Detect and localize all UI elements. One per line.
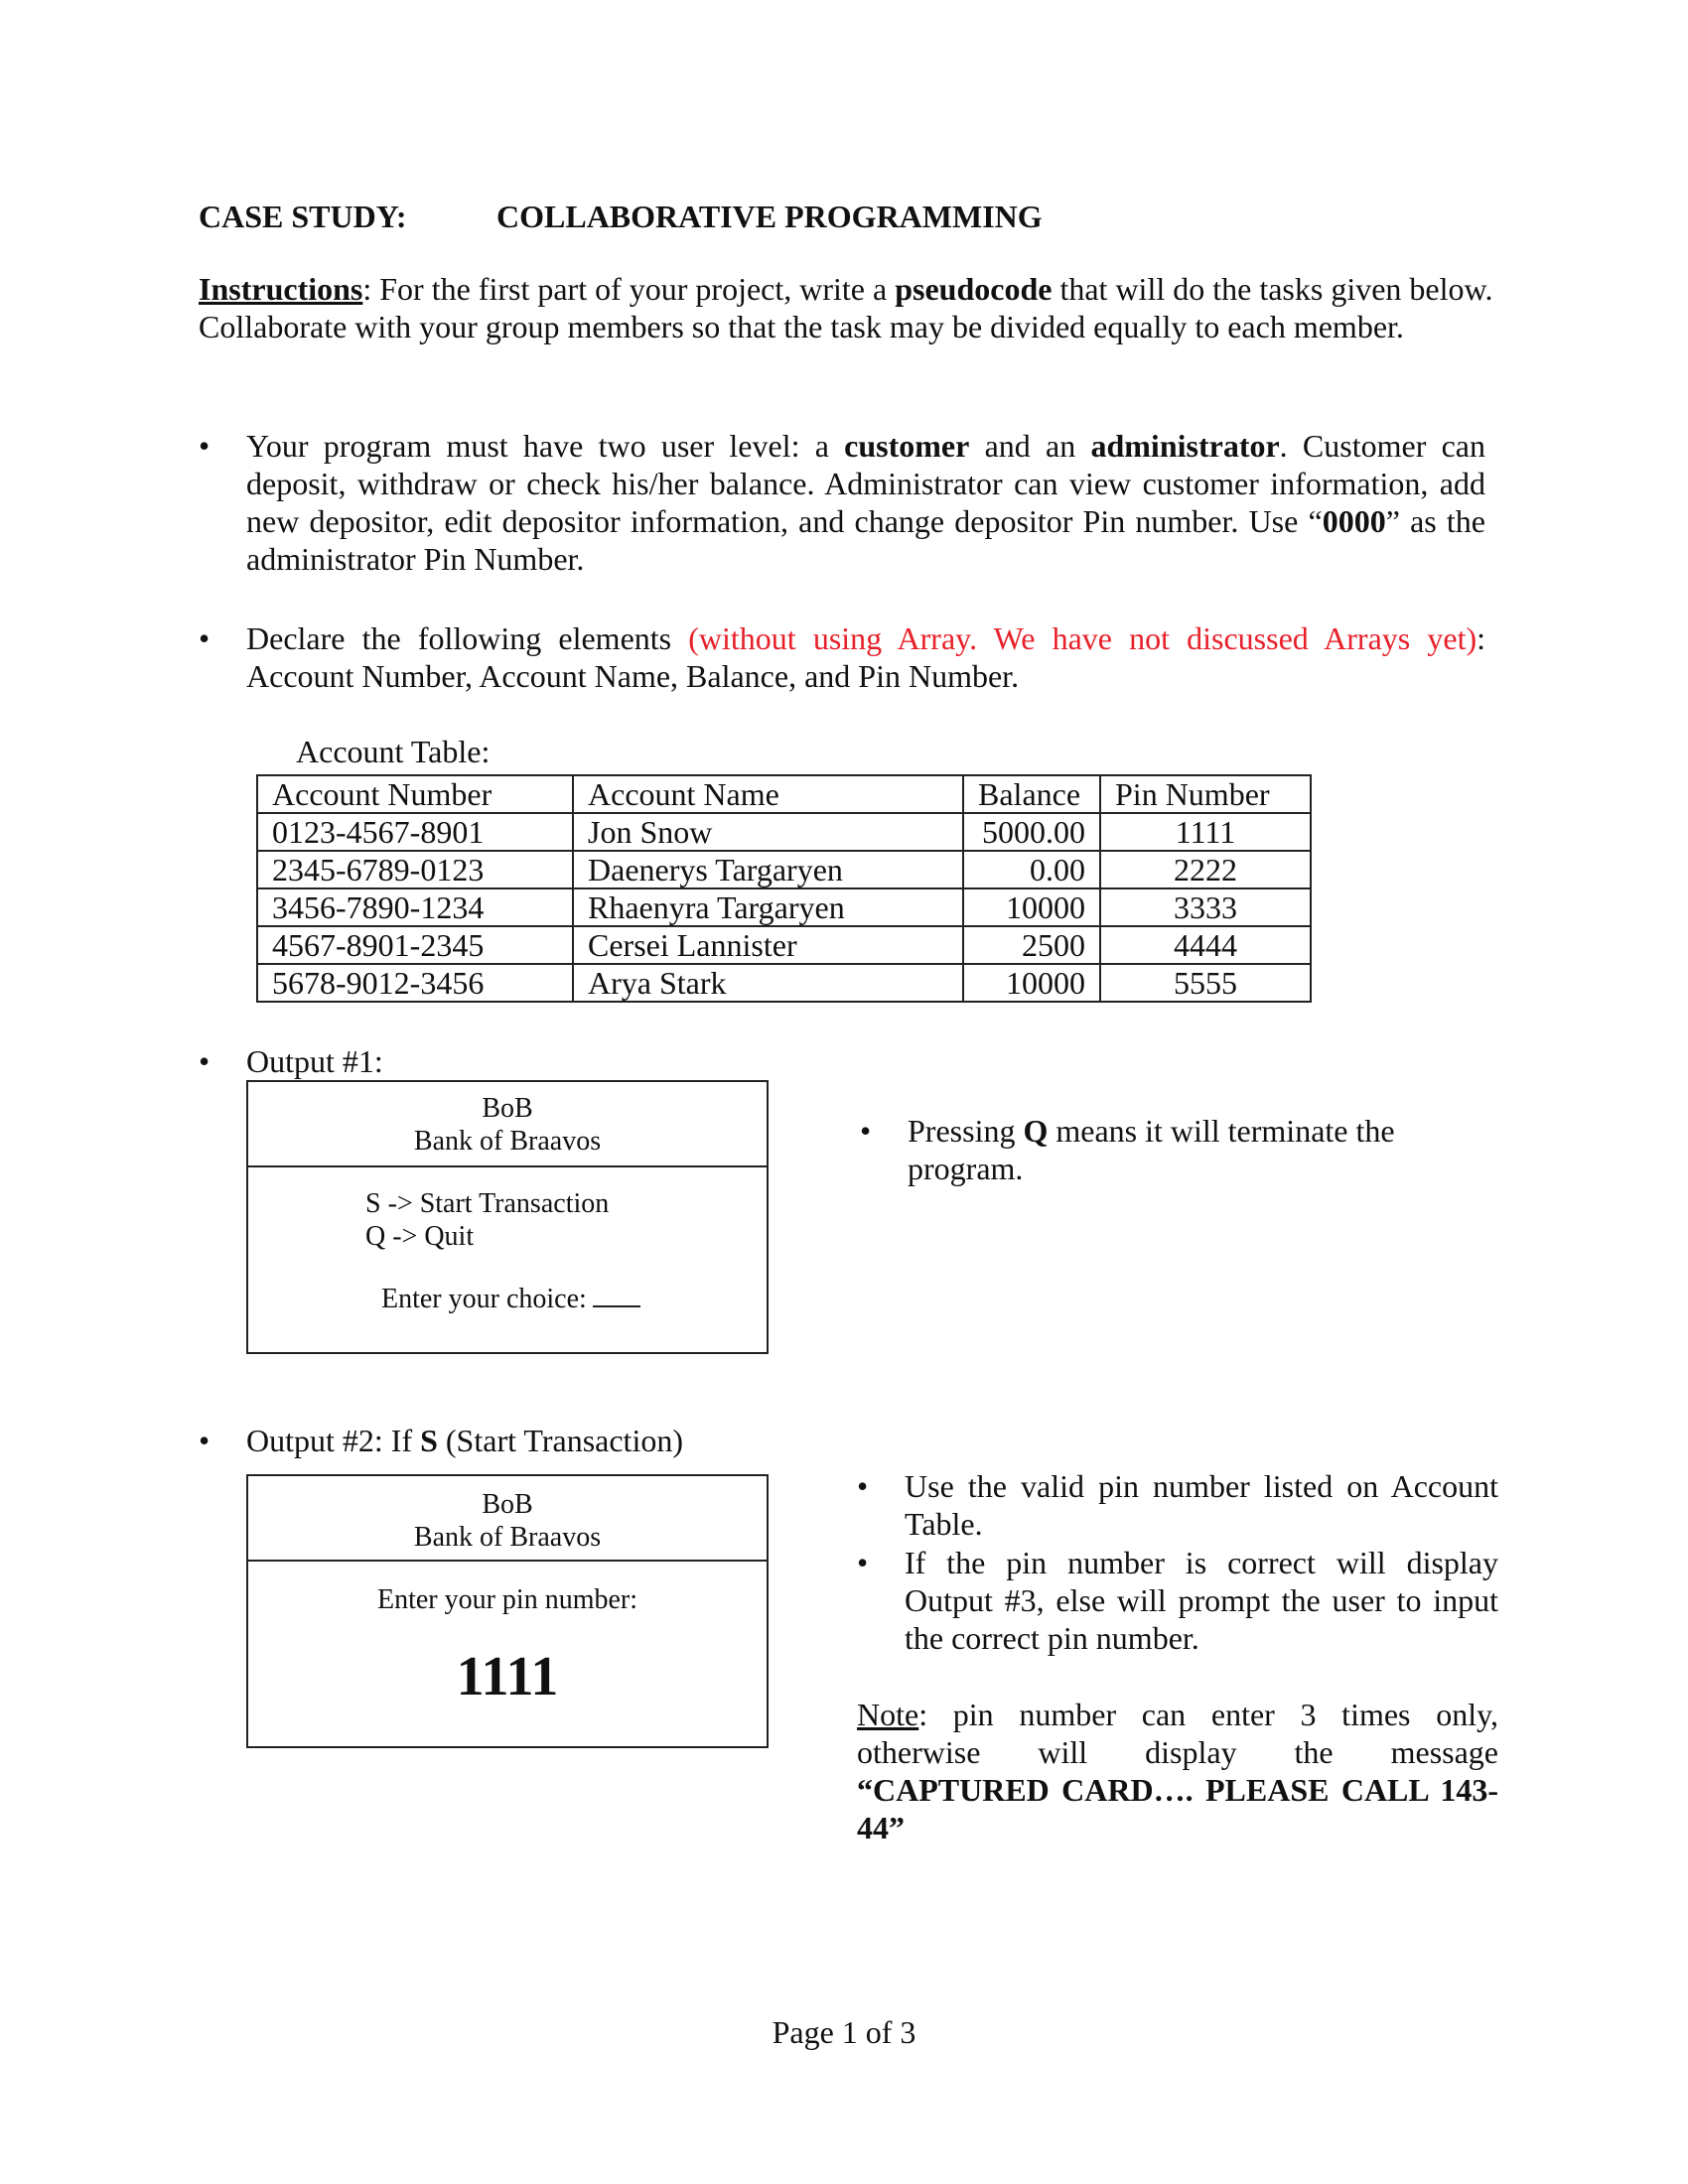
output1-screen bbox=[246, 1080, 769, 1354]
bullet-icon: • bbox=[199, 620, 211, 656]
account-name-cell: Cersei Lannister bbox=[573, 926, 963, 964]
declare-text-2: : Account Number, Account Name, Balance, and Pin Number. bbox=[246, 620, 1486, 694]
column-header: Balance bbox=[963, 775, 1100, 813]
pin-cell: 1111 bbox=[1100, 813, 1311, 851]
customer-keyword: customer bbox=[844, 428, 970, 464]
balance-cell: 5000.00 bbox=[963, 813, 1100, 851]
pin-cell: 2222 bbox=[1100, 851, 1311, 888]
account-number-cell: 2345-6789-0123 bbox=[257, 851, 573, 888]
pin-cell: 3333 bbox=[1100, 888, 1311, 926]
table-row bbox=[257, 851, 1311, 888]
instructions-text-cont: that will do the tasks given below. Collaborate with your group members so that the task may be divided equally to each member. bbox=[199, 271, 1493, 344]
quit-note bbox=[908, 1112, 1404, 1187]
table-row bbox=[257, 926, 1311, 964]
column-header: Account Name bbox=[573, 775, 963, 813]
output2-label-text-2: (Start Transaction) bbox=[437, 1423, 683, 1458]
account-number-cell: 5678-9012-3456 bbox=[257, 964, 573, 1002]
admin-pin: 0000 bbox=[1322, 503, 1386, 539]
table-row bbox=[257, 888, 1311, 926]
administrator-keyword: administrator bbox=[1090, 428, 1280, 464]
user-levels-text-3: . Customer can deposit, withdraw or check his/her balance. Administrator can view customer information, add new depositor, edit depositor information, and change depositor Pin number. Use “ bbox=[246, 428, 1486, 539]
pin-cell: 5555 bbox=[1100, 964, 1311, 1002]
pin-entry-value: 1111 bbox=[456, 1646, 559, 1707]
instructions-text: : For the first part of your project, write a bbox=[362, 271, 896, 307]
case-study-label: CASE STUDY: bbox=[199, 199, 407, 234]
account-number-cell: 0123-4567-8901 bbox=[257, 813, 573, 851]
page-number: Page 1 of 3 bbox=[772, 2014, 916, 2050]
output2-screen bbox=[246, 1474, 769, 1748]
account-name-cell: Jon Snow bbox=[573, 813, 963, 851]
captured-card-message: “CAPTURED CARD…. PLEASE CALL 143-44” bbox=[857, 1772, 1498, 1845]
bullet-icon: • bbox=[199, 1423, 211, 1458]
pin-note-1: Use the valid pin number listed on Account Table. bbox=[905, 1468, 1498, 1542]
choice-prompt bbox=[381, 1283, 640, 1315]
declare-elements-paragraph bbox=[246, 619, 1485, 695]
balance-cell: 2500 bbox=[963, 926, 1100, 964]
pin-prompt: Enter your pin number: bbox=[376, 1584, 638, 1615]
account-number-cell: 3456-7890-1234 bbox=[257, 888, 573, 926]
table-row bbox=[257, 813, 1311, 851]
account-name-cell: Daenerys Targaryen bbox=[573, 851, 963, 888]
bank-short-name: BoB bbox=[482, 1489, 533, 1520]
balance-cell: 10000 bbox=[963, 888, 1100, 926]
output2-label-text: Output #2: If bbox=[246, 1423, 421, 1458]
bullet-icon: • bbox=[199, 1043, 211, 1079]
column-header: Account Number bbox=[257, 775, 573, 813]
instructions-paragraph bbox=[199, 270, 1499, 345]
note-text: : pin number can enter 3 times only, otherwise will display the message bbox=[857, 1697, 1498, 1770]
output1-label: Output #1: bbox=[246, 1043, 383, 1079]
choice-prompt-text: Enter your choice: bbox=[381, 1284, 587, 1314]
user-levels-paragraph bbox=[246, 427, 1485, 578]
column-header: Pin Number bbox=[1100, 775, 1311, 813]
bank-short-name: BoB bbox=[482, 1093, 533, 1124]
account-name-cell: Arya Stark bbox=[573, 964, 963, 1002]
quit-option: Q -> Quit bbox=[365, 1221, 475, 1252]
account-table bbox=[256, 774, 1312, 1003]
bullet-icon: • bbox=[857, 1545, 869, 1580]
account-name-cell: Rhaenyra Targaryen bbox=[573, 888, 963, 926]
user-levels-text-2: and an bbox=[969, 428, 1091, 464]
bullet-icon: • bbox=[857, 1468, 869, 1504]
quit-key: Q bbox=[1023, 1113, 1049, 1149]
output2-label bbox=[246, 1422, 683, 1459]
pin-note-2: If the pin number is correct will display Output #3, else will prompt the user to input the correct pin number. bbox=[905, 1545, 1498, 1656]
header-divider bbox=[248, 1165, 767, 1167]
page-title: COLLABORATIVE PROGRAMMING bbox=[496, 199, 1043, 234]
note-label: Note bbox=[857, 1697, 919, 1732]
pin-cell: 4444 bbox=[1100, 926, 1311, 964]
start-key: S bbox=[420, 1423, 438, 1458]
balance-cell: 10000 bbox=[963, 964, 1100, 1002]
captured-card-note bbox=[857, 1696, 1498, 1846]
user-levels-text: Your program must have two user level: a bbox=[246, 428, 845, 464]
bullet-icon: • bbox=[860, 1113, 872, 1149]
table-header-row bbox=[257, 775, 1311, 813]
table-row bbox=[257, 964, 1311, 1002]
balance-cell: 0.00 bbox=[963, 851, 1100, 888]
pseudocode-keyword: pseudocode bbox=[895, 271, 1053, 307]
quit-note-text-2: means it will terminate the program. bbox=[908, 1113, 1395, 1186]
header-divider bbox=[248, 1560, 767, 1562]
no-array-warning: (without using Array. We have not discussed Arrays yet) bbox=[688, 620, 1477, 656]
bank-name: Bank of Braavos bbox=[413, 1522, 602, 1553]
bullet-icon: • bbox=[199, 428, 211, 464]
account-table-caption: Account Table: bbox=[296, 734, 491, 769]
choice-input-blank bbox=[593, 1284, 640, 1307]
account-number-cell: 4567-8901-2345 bbox=[257, 926, 573, 964]
declare-text: Declare the following elements bbox=[246, 620, 689, 656]
bank-name: Bank of Braavos bbox=[413, 1126, 602, 1157]
start-transaction-option: S -> Start Transaction bbox=[365, 1188, 610, 1219]
user-levels-text-4: ” as the administrator Pin Number. bbox=[246, 503, 1486, 577]
instructions-label: Instructions bbox=[199, 271, 363, 307]
quit-note-text: Pressing bbox=[908, 1113, 1024, 1149]
